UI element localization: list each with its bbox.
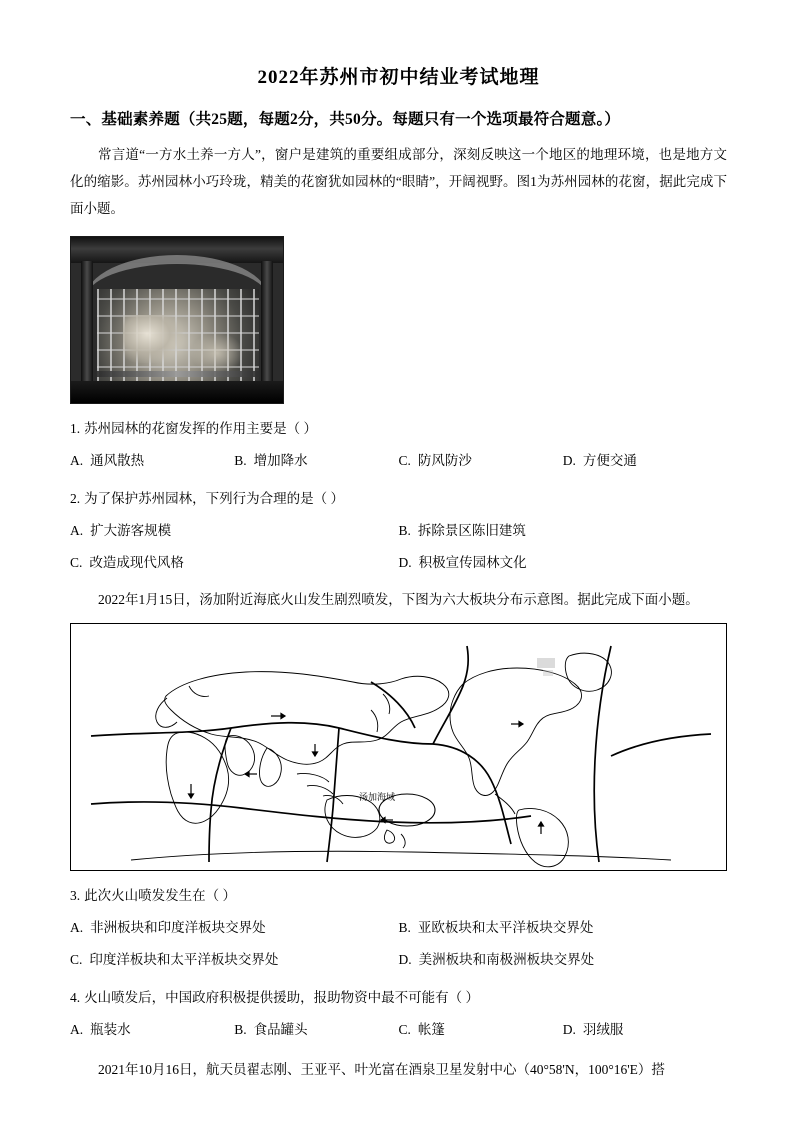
option-3-A[interactable] [70, 915, 399, 941]
question-4-options [70, 1017, 727, 1043]
option-4-A[interactable] [70, 1017, 234, 1043]
option-3-C-text: 印度洋板块和太平洋板块交界处 [89, 952, 279, 967]
option-1-D-label: D. [562, 453, 576, 468]
option-2-B-label: B. [398, 523, 411, 538]
intro-paragraph-3: 2021年10月16日，航天员翟志刚、王亚平、叶光富在酒泉卫星发射中心（40°58'N，100°16'E）搭 [98, 1062, 665, 1077]
option-1-A-text: 通风散热 [90, 453, 145, 468]
question-1-number: 1. [70, 421, 81, 436]
question-1-stem [70, 416, 727, 442]
figure-1-container [70, 236, 727, 404]
option-4-D[interactable] [563, 1017, 727, 1043]
question-3-stem [70, 883, 727, 909]
option-4-C[interactable] [399, 1017, 563, 1043]
question-3-text: 此次火山喷发发生在（ ） [84, 888, 236, 903]
option-3-C[interactable] [70, 947, 399, 973]
option-4-B-label: B. [234, 1022, 247, 1037]
option-3-B-label: B. [398, 920, 411, 935]
intro-paragraph-1: 常言道“一方水土养一方人”，窗户是建筑的重要组成部分，深刻反映这一个地区的地理环境，也是地方文化的缩影。苏州园林小巧玲珑，精美的花窗犹如园林的“眼睛”，开阔视野。图1为苏州园林的花窗，据此完成下面小题。 [70, 147, 727, 216]
question-2-text: 为了保护苏州园林，下列行为合理的是（ ） [84, 491, 344, 506]
question-4-stem [70, 985, 727, 1011]
option-4-A-label: A. [70, 1022, 84, 1037]
option-1-A-label: A. [70, 453, 84, 468]
option-1-B-text: 增加降水 [253, 453, 308, 468]
option-2-C-label: C. [70, 555, 83, 570]
question-4-text: 火山喷发后，中国政府积极提供援助，报助物资中最不可能有（ ） [84, 990, 479, 1005]
option-3-B-text: 亚欧板块和太平洋板块交界处 [417, 920, 594, 935]
option-4-C-text: 帐篷 [417, 1022, 445, 1037]
option-1-A[interactable] [70, 448, 234, 474]
option-1-C[interactable] [399, 448, 563, 474]
question-1-options [70, 448, 727, 474]
option-3-D[interactable] [399, 947, 728, 973]
question-3-options-row-1 [70, 915, 727, 941]
option-3-A-text: 非洲板块和印度洋板块交界处 [90, 920, 266, 935]
option-4-B[interactable] [234, 1017, 398, 1043]
question-2-options-row-2 [70, 550, 727, 576]
plate-distribution-map [70, 623, 727, 871]
question-4-number: 4. [70, 990, 81, 1005]
intro-paragraph-2: 2022年1月15日，汤加附近海底火山发生剧烈喷发，下图为六大板块分布示意图。据此完成下面小题。 [98, 592, 699, 607]
page-title: 2022年苏州市初中结业考试地理 [257, 67, 540, 88]
option-1-D[interactable] [563, 448, 727, 474]
option-4-B-text: 食品罐头 [253, 1022, 308, 1037]
question-2-options-row-1 [70, 518, 727, 544]
question-2-number: 2. [70, 491, 81, 506]
option-3-B[interactable] [399, 915, 728, 941]
garden-window-photo [70, 236, 284, 404]
option-3-C-label: C. [70, 952, 83, 967]
section-heading: 一、基础素养题（共25题，每题2分，共50分。每题只有一个选项最符合题意。） [70, 111, 621, 128]
option-1-B[interactable] [234, 448, 398, 474]
option-3-D-label: D. [398, 952, 412, 967]
option-2-A-text: 扩大游客规模 [90, 523, 172, 538]
figure-2-container [70, 623, 727, 871]
option-2-B[interactable] [399, 518, 728, 544]
map-label-tonga: 汤加海域 [359, 792, 396, 802]
option-4-A-text: 瓶装水 [90, 1022, 131, 1037]
option-4-D-text: 羽绒服 [582, 1022, 624, 1037]
option-2-D-text: 积极宣传园林文化 [418, 555, 527, 570]
world-map-svg [71, 624, 726, 870]
option-1-C-label: C. [398, 453, 411, 468]
question-1-text: 苏州园林的花窗发挥的作用主要是（ ） [84, 421, 317, 436]
question-3-options-row-2 [70, 947, 727, 973]
option-4-D-label: D. [562, 1022, 576, 1037]
option-2-A-label: A. [70, 523, 84, 538]
question-2-stem [70, 486, 727, 512]
question-3-number: 3. [70, 888, 81, 903]
option-3-D-text: 美洲板块和南极洲板块交界处 [418, 952, 595, 967]
option-2-D[interactable] [399, 550, 728, 576]
option-2-C[interactable] [70, 550, 399, 576]
option-1-B-label: B. [234, 453, 247, 468]
option-2-B-text: 拆除景区陈旧建筑 [417, 523, 526, 538]
option-1-D-text: 方便交通 [582, 453, 637, 468]
option-2-D-label: D. [398, 555, 412, 570]
option-3-A-label: A. [70, 920, 84, 935]
option-2-A[interactable] [70, 518, 399, 544]
option-1-C-text: 防风防沙 [417, 453, 472, 468]
option-2-C-text: 改造成现代风格 [89, 555, 184, 570]
option-4-C-label: C. [398, 1022, 411, 1037]
